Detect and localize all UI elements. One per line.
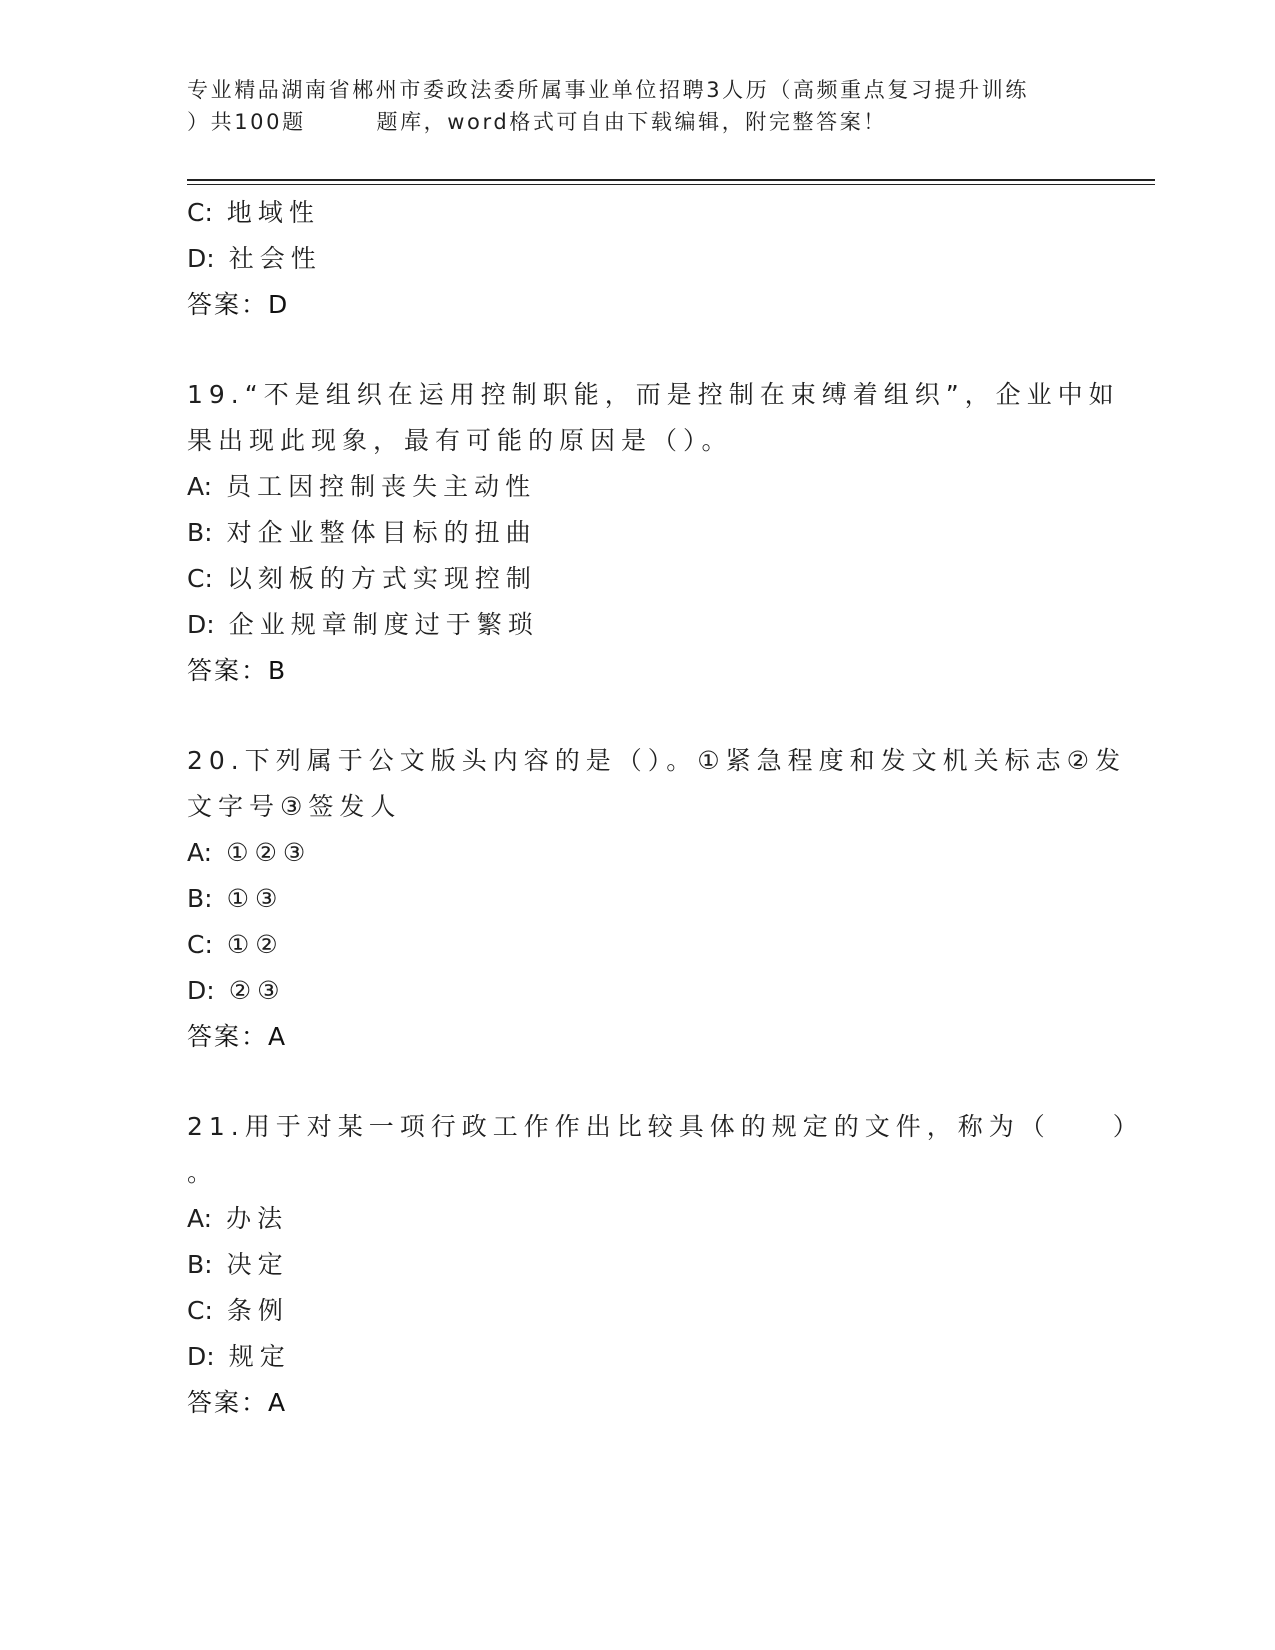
option-letter: D: bbox=[187, 1342, 215, 1371]
option-letter: C: bbox=[187, 930, 213, 959]
option-text: ①② bbox=[226, 930, 284, 959]
option-b bbox=[187, 1242, 1087, 1288]
question-stem bbox=[187, 372, 1120, 464]
question-stem bbox=[187, 738, 1127, 830]
option-text: 企业规章制度过于繁琐 bbox=[228, 610, 539, 639]
option-a bbox=[187, 464, 1087, 510]
stem-line-1: 20.下列属于公文版头内容的是（）。①紧急程度和发文机关标志②发 bbox=[187, 746, 1127, 775]
option-text: ②③ bbox=[228, 976, 286, 1005]
option-text: 对企业整体目标的扭曲 bbox=[226, 518, 537, 547]
document-header bbox=[187, 74, 1087, 138]
answer-line: 答案：A bbox=[187, 1388, 288, 1417]
stem-line-2: 果出现此现象，最有可能的原因是（）。 bbox=[187, 426, 733, 455]
option-letter: C: bbox=[187, 564, 213, 593]
option-text: 办法 bbox=[226, 1204, 289, 1233]
option-letter: A: bbox=[187, 1204, 213, 1233]
question-21 bbox=[187, 1104, 1144, 1426]
question-stem bbox=[187, 1104, 1144, 1196]
question-19 bbox=[187, 372, 1120, 694]
spacer bbox=[187, 694, 1087, 738]
stem-line-1: 19.“不是组织在运用控制职能，而是控制在束缚着组织”，企业中如 bbox=[187, 380, 1120, 409]
option-d bbox=[187, 1334, 1087, 1380]
option-d bbox=[187, 236, 1087, 282]
option-text: 以刻板的方式实现控制 bbox=[226, 564, 537, 593]
header-line-1: 专业精品湖南省郴州市委政法委所属事业单位招聘3人历（高频重点复习提升训练 bbox=[187, 78, 1029, 102]
header-divider-thin bbox=[187, 184, 1155, 185]
option-text: ①③ bbox=[226, 884, 284, 913]
option-letter: B: bbox=[187, 1250, 213, 1279]
option-text: ①②③ bbox=[226, 838, 312, 867]
option-c bbox=[187, 190, 1087, 236]
option-letter: C: bbox=[187, 1296, 213, 1325]
answer-line: 答案：B bbox=[187, 656, 288, 685]
answer-line: 答案：D bbox=[187, 290, 290, 319]
option-text: 决定 bbox=[226, 1250, 289, 1279]
option-letter: D: bbox=[187, 244, 215, 273]
spacer bbox=[187, 328, 1087, 372]
option-text: 规定 bbox=[228, 1342, 291, 1371]
option-text: 条例 bbox=[226, 1296, 289, 1325]
header-divider-thick bbox=[187, 179, 1155, 181]
option-letter: C: bbox=[187, 198, 213, 227]
option-c bbox=[187, 1288, 1087, 1334]
option-text: 地域性 bbox=[226, 198, 320, 227]
option-letter: B: bbox=[187, 884, 213, 913]
option-letter: D: bbox=[187, 610, 215, 639]
option-c bbox=[187, 922, 1087, 968]
option-a bbox=[187, 1196, 1087, 1242]
question-18-tail bbox=[187, 190, 1087, 328]
stem-line-1: 21.用于对某一项行政工作作出比较具体的规定的文件，称为（ ） bbox=[187, 1112, 1144, 1141]
option-c bbox=[187, 556, 1087, 602]
option-letter: A: bbox=[187, 838, 213, 867]
option-a bbox=[187, 830, 1087, 876]
option-letter: B: bbox=[187, 518, 213, 547]
option-letter: D: bbox=[187, 976, 215, 1005]
stem-line-2: 。 bbox=[187, 1158, 219, 1187]
question-20 bbox=[187, 738, 1127, 1060]
option-b bbox=[187, 876, 1087, 922]
option-text: 员工因控制丧失主动性 bbox=[226, 472, 537, 501]
stem-line-2: 文字号③签发人 bbox=[187, 792, 402, 821]
question-content bbox=[187, 190, 1144, 1426]
option-letter: A: bbox=[187, 472, 213, 501]
option-d bbox=[187, 968, 1087, 1014]
answer-line: 答案：A bbox=[187, 1022, 288, 1051]
spacer bbox=[187, 1060, 1087, 1104]
option-text: 社会性 bbox=[228, 244, 322, 273]
option-d bbox=[187, 602, 1087, 648]
option-b bbox=[187, 510, 1087, 556]
header-line-2: ）共100题 题库，word格式可自由下载编辑，附完整答案！ bbox=[187, 110, 887, 134]
